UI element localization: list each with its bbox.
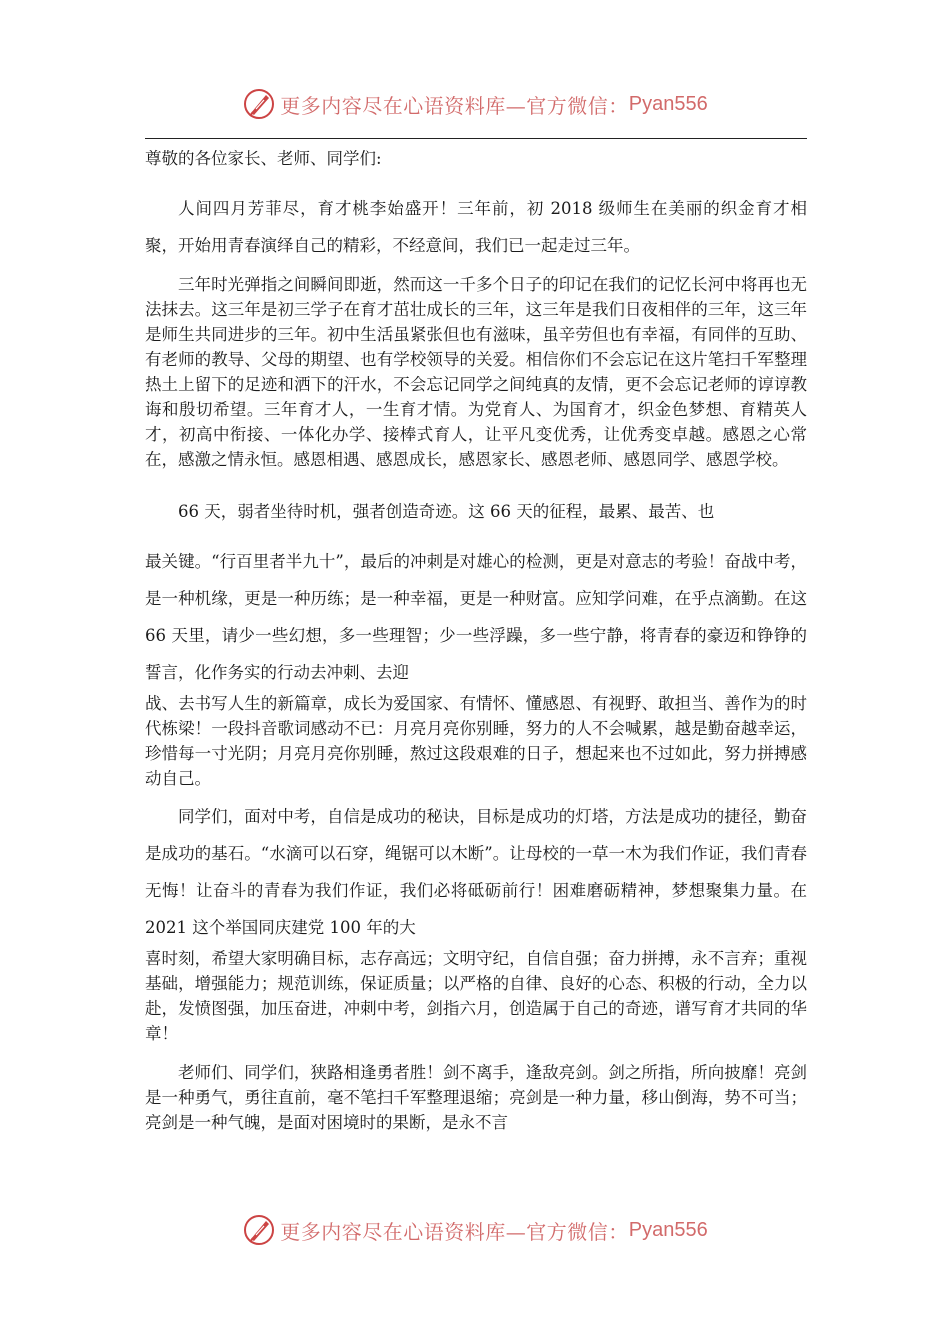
quill-pen-logo-icon [242,87,276,121]
banner-contact: Pyan556 [628,92,708,115]
document-body [145,144,807,1135]
paragraph-3-tail: 战、去书写人生的新篇章，成长为爱国家、有情怀、懂感恩、有视野、敢担当、善作为的时代栋梁！一段抖音歌词感动不已：月亮月亮你别睡，努力的人不会喊累，越是勤奋越幸运，珍惜每一寸光阴；月亮月亮你别睡，熬过这段艰难的日子，想起来也不过如此，努力拼搏感动自己。 [145,694,807,788]
header-rule [145,138,807,139]
banner-text: 更多内容尽在心语资料库—官方微信： [280,93,629,118]
banner-text: 更多内容尽在心语资料库—官方微信： [280,1219,629,1244]
salutation: 尊敬的各位家长、老师、同学们: [145,149,382,168]
paragraph-1: 人间四月芳菲尽，育才桃李始盛开！三年前，初 2018 级师生在美丽的织金育才相聚，开始用青春演绎自己的精彩，不经意间，我们已一起走过三年。 [145,199,807,255]
paragraph-5: 老师们、同学们，狭路相逢勇者胜！剑不离手，逢敌亮剑。剑之所指，所向披靡！亮剑是一种勇气，勇往直前，毫不笔扫千军整理退缩；亮剑是一种力量，移山倒海，势不可当；亮剑是一种气魄，是面对困境时的果断，是永不言 [145,1063,807,1132]
footer-banner [0,1210,950,1250]
paragraph-2: 三年时光弹指之间瞬间即逝，然而这一千多个日子的印记在我们的记忆长河中将再也无法抹去。这三年是初三学子在育才茁壮成长的三年，这三年是我们日夜相伴的三年，这三年是师生共同进步的三年。初中生活虽紧张但也有滋味，虽辛劳但也有幸福，有同伴的互助、有老师的教导、父母的期望、也有学校领导的关爱。相信你们不会忘记在这片笔扫千军整理热土上留下的足迹和洒下的汗水，不会忘记同学之间纯真的友情，更不会忘记老师的谆谆教诲和殷切希望。三年育才人，一生育才情。为党育人、为国育才，织金色梦想、育精英人才，初高中衔接、一体化办学、接棒式育人，让平凡变优秀，让优秀变卓越。感恩之心常在，感激之情永恒。感恩相遇、感恩成长，感恩家长、感恩老师、感恩同学、感恩学校。 [145,275,807,469]
paragraph-4-tail: 喜时刻，希望大家明确目标，志存高远；文明守纪，自信自强；奋力拼搏，永不言弃；重视基础，增强能力；规范训练，保证质量；以严格的自律、良好的心态、积极的行动，全力以赴，发愤图强，加压奋进，冲刺中考，剑指六月，创造属于自己的奇迹，谱写育才共同的华章！ [145,949,807,1043]
paragraph-3-body: 最关键。“行百里者半九十”，最后的冲刺是对雄心的检测，更是对意志的考验！奋战中考，是一种机缘，更是一种历练；是一种幸福，更是一种财富。应知学问难，在乎点滴勤。在这 66 天里，请少一些幻想，多一些理智；少一些浮躁，多一些宁静，将青春的豪迈和铮铮的誓言，化作务实的行动去冲刺、去迎 [145,552,807,682]
header-banner [0,84,950,124]
paragraph-4-body: 同学们，面对中考，自信是成功的秘诀，目标是成功的灯塔，方法是成功的捷径，勤奋是成功的基石。“水滴可以石穿，绳锯可以木断”。让母校的一草一木为我们作证，我们青春无悔！让奋斗的青春为我们作证，我们必将砥砺前行！困难磨砺精神，梦想聚集力量。在 2021 这个举国同庆建党 100 年的大 [145,807,807,937]
banner-contact: Pyan556 [628,1218,708,1241]
quill-pen-logo-icon [242,1213,276,1247]
paragraph-3-line-1: 66 天，弱者坐待时机，强者创造奇迹。这 66 天的征程，最累、最苦、也 [178,502,715,521]
